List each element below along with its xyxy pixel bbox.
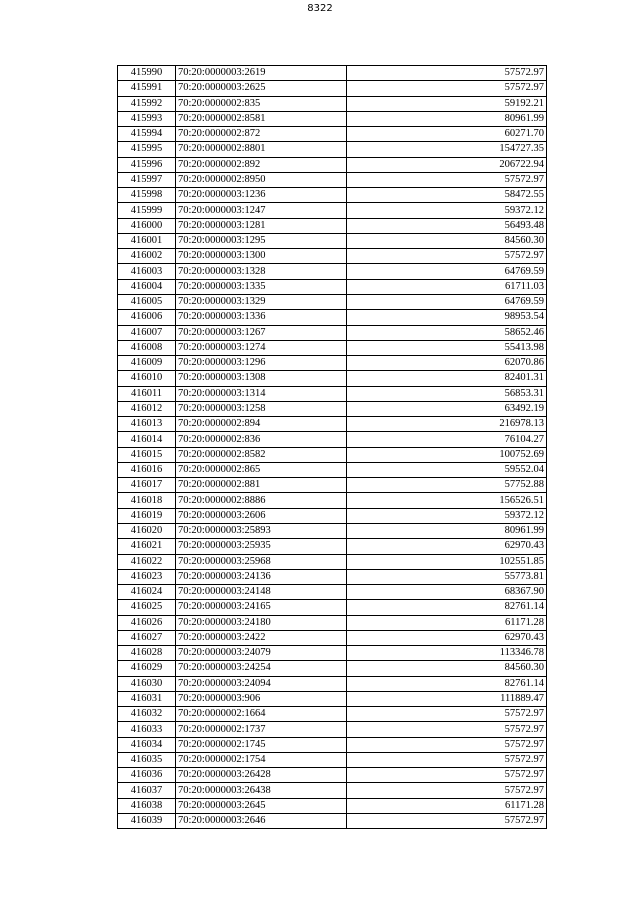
- cadastral-number-cell: 70:20:0000003:24136: [176, 569, 347, 584]
- table-row: [118, 310, 547, 325]
- cadastral-number-cell: 70:20:0000003:1274: [176, 340, 347, 355]
- cadastral-number-cell: 70:20:0000003:1236: [176, 188, 347, 203]
- cadastral-number-cell: 70:20:0000003:906: [176, 691, 347, 706]
- row-number-cell: 416011: [118, 386, 176, 401]
- cadastral-value-cell: 68367.90: [347, 585, 547, 600]
- row-number-cell: 415990: [118, 66, 176, 81]
- row-number-cell: 416036: [118, 768, 176, 783]
- table-row: [118, 249, 547, 264]
- cadastral-number-cell: 70:20:0000002:835: [176, 96, 347, 111]
- table-row: [118, 157, 547, 172]
- cadastral-value-cell: 56493.48: [347, 218, 547, 233]
- table-row: [118, 600, 547, 615]
- row-number-cell: 416003: [118, 264, 176, 279]
- cadastral-value-cell: 60271.70: [347, 127, 547, 142]
- cadastral-number-cell: 70:20:0000003:2645: [176, 798, 347, 813]
- table-row: [118, 356, 547, 371]
- cadastral-value-cell: 57572.97: [347, 768, 547, 783]
- cadastral-value-cell: 57752.88: [347, 478, 547, 493]
- cadastral-value-cell: 55413.98: [347, 340, 547, 355]
- cadastral-number-cell: 70:20:0000003:2619: [176, 66, 347, 81]
- row-number-cell: 416012: [118, 401, 176, 416]
- table-row: [118, 798, 547, 813]
- cadastral-number-cell: 70:20:0000003:2625: [176, 81, 347, 96]
- table-row: [118, 478, 547, 493]
- cadastral-number-cell: 70:20:0000003:1281: [176, 218, 347, 233]
- table-row: [118, 111, 547, 126]
- cadastral-value-cell: 57572.97: [347, 722, 547, 737]
- row-number-cell: 416033: [118, 722, 176, 737]
- row-number-cell: 415996: [118, 157, 176, 172]
- cadastral-value-cell: 100752.69: [347, 447, 547, 462]
- cadastral-number-cell: 70:20:0000002:8582: [176, 447, 347, 462]
- cadastral-value-cell: 62070.86: [347, 356, 547, 371]
- cadastral-number-cell: 70:20:0000002:1737: [176, 722, 347, 737]
- cadastral-number-cell: 70:20:0000003:1300: [176, 249, 347, 264]
- cadastral-value-cell: 61711.03: [347, 279, 547, 294]
- cadastral-number-cell: 70:20:0000002:836: [176, 432, 347, 447]
- row-number-cell: 415993: [118, 111, 176, 126]
- cadastral-number-cell: 70:20:0000003:1336: [176, 310, 347, 325]
- table-row: [118, 493, 547, 508]
- table-row: [118, 752, 547, 767]
- cadastral-value-cell: 63492.19: [347, 401, 547, 416]
- row-number-cell: 415999: [118, 203, 176, 218]
- table-row: [118, 523, 547, 538]
- table-row: [118, 447, 547, 462]
- cadastral-value-cell: 98953.54: [347, 310, 547, 325]
- row-number-cell: 416031: [118, 691, 176, 706]
- row-number-cell: 416006: [118, 310, 176, 325]
- cadastral-value-cell: 156526.51: [347, 493, 547, 508]
- row-number-cell: 416014: [118, 432, 176, 447]
- table-row: [118, 203, 547, 218]
- table-row: [118, 81, 547, 96]
- cadastral-number-cell: 70:20:0000002:8886: [176, 493, 347, 508]
- cadastral-number-cell: 70:20:0000002:892: [176, 157, 347, 172]
- cadastral-value-cell: 61171.28: [347, 798, 547, 813]
- cadastral-value-cell: 206722.94: [347, 157, 547, 172]
- row-number-cell: 416010: [118, 371, 176, 386]
- cadastral-number-cell: 70:20:0000002:8581: [176, 111, 347, 126]
- cadastral-number-cell: 70:20:0000003:24165: [176, 600, 347, 615]
- cadastral-value-cell: 111889.47: [347, 691, 547, 706]
- table-row: [118, 737, 547, 752]
- cadastral-value-cell: 84560.30: [347, 233, 547, 248]
- table-row: [118, 630, 547, 645]
- cadastral-number-cell: 70:20:0000003:2646: [176, 814, 347, 829]
- table-row: [118, 371, 547, 386]
- row-number-cell: 416038: [118, 798, 176, 813]
- cadastral-number-cell: 70:20:0000003:24148: [176, 585, 347, 600]
- cadastral-number-cell: 70:20:0000002:1754: [176, 752, 347, 767]
- cadastral-number-cell: 70:20:0000003:26438: [176, 783, 347, 798]
- cadastral-number-cell: 70:20:0000003:2606: [176, 508, 347, 523]
- cadastral-number-cell: 70:20:0000003:1308: [176, 371, 347, 386]
- table-row: [118, 294, 547, 309]
- cadastral-number-cell: 70:20:0000003:26428: [176, 768, 347, 783]
- row-number-cell: 416008: [118, 340, 176, 355]
- cadastral-value-cell: 76104.27: [347, 432, 547, 447]
- row-number-cell: 416025: [118, 600, 176, 615]
- table-row: [118, 768, 547, 783]
- cadastral-number-cell: 70:20:0000002:8950: [176, 172, 347, 187]
- table-row: [118, 676, 547, 691]
- table-row: [118, 386, 547, 401]
- page-number: 8322: [307, 3, 333, 14]
- table-row: [118, 783, 547, 798]
- cadastral-number-cell: 70:20:0000002:865: [176, 462, 347, 477]
- cadastral-value-cell: 82761.14: [347, 676, 547, 691]
- cadastral-value-cell: 62970.43: [347, 630, 547, 645]
- table-row: [118, 814, 547, 829]
- row-number-cell: 416013: [118, 417, 176, 432]
- cadastral-value-cell: 82761.14: [347, 600, 547, 615]
- row-number-cell: 416026: [118, 615, 176, 630]
- cadastral-value-cell: 59552.04: [347, 462, 547, 477]
- cadastral-value-cell: 55773.81: [347, 569, 547, 584]
- cadastral-number-cell: 70:20:0000002:1664: [176, 707, 347, 722]
- cadastral-number-cell: 70:20:0000003:1296: [176, 356, 347, 371]
- cadastral-value-cell: 216978.13: [347, 417, 547, 432]
- row-number-cell: 416016: [118, 462, 176, 477]
- cadastral-value-cell: 57572.97: [347, 737, 547, 752]
- cadastral-value-cell: 57572.97: [347, 752, 547, 767]
- row-number-cell: 415995: [118, 142, 176, 157]
- table-row: [118, 554, 547, 569]
- row-number-cell: 416024: [118, 585, 176, 600]
- table-row: [118, 188, 547, 203]
- table-row: [118, 340, 547, 355]
- row-number-cell: 416021: [118, 539, 176, 554]
- table-row: [118, 585, 547, 600]
- row-number-cell: 415992: [118, 96, 176, 111]
- cadastral-number-cell: 70:20:0000002:1745: [176, 737, 347, 752]
- table-row: [118, 218, 547, 233]
- row-number-cell: 416034: [118, 737, 176, 752]
- cadastral-number-cell: 70:20:0000003:1335: [176, 279, 347, 294]
- row-number-cell: 416001: [118, 233, 176, 248]
- cadastral-value-cell: 64769.59: [347, 294, 547, 309]
- row-number-cell: 416035: [118, 752, 176, 767]
- cadastral-value-cell: 59372.12: [347, 203, 547, 218]
- cadastral-number-cell: 70:20:0000003:1329: [176, 294, 347, 309]
- row-number-cell: 416005: [118, 294, 176, 309]
- row-number-cell: 416020: [118, 523, 176, 538]
- cadastral-number-cell: 70:20:0000003:24079: [176, 646, 347, 661]
- table-row: [118, 615, 547, 630]
- table-row: [118, 646, 547, 661]
- cadastral-number-cell: 70:20:0000002:894: [176, 417, 347, 432]
- cadastral-value-cell: 57572.97: [347, 172, 547, 187]
- table-row: [118, 401, 547, 416]
- row-number-cell: 416002: [118, 249, 176, 264]
- row-number-cell: 416004: [118, 279, 176, 294]
- row-number-cell: 416022: [118, 554, 176, 569]
- table-row: [118, 539, 547, 554]
- cadastral-number-cell: 70:20:0000003:2422: [176, 630, 347, 645]
- cadastral-value-cell: 80961.99: [347, 111, 547, 126]
- cadastral-value-cell: 84560.30: [347, 661, 547, 676]
- table-row: [118, 691, 547, 706]
- table-row: [118, 127, 547, 142]
- cadastral-number-cell: 70:20:0000003:1295: [176, 233, 347, 248]
- table-body: [118, 66, 547, 829]
- table-row: [118, 722, 547, 737]
- cadastral-number-cell: 70:20:0000003:24094: [176, 676, 347, 691]
- cadastral-value-cell: 57572.97: [347, 66, 547, 81]
- row-number-cell: 416037: [118, 783, 176, 798]
- table-row: [118, 417, 547, 432]
- cadastral-number-cell: 70:20:0000002:881: [176, 478, 347, 493]
- cadastral-value-cell: 58472.55: [347, 188, 547, 203]
- table-row: [118, 462, 547, 477]
- cadastral-value-cell: 154727.35: [347, 142, 547, 157]
- row-number-cell: 416027: [118, 630, 176, 645]
- row-number-cell: 416023: [118, 569, 176, 584]
- cadastral-number-cell: 70:20:0000003:1314: [176, 386, 347, 401]
- cadastral-number-cell: 70:20:0000003:1328: [176, 264, 347, 279]
- row-number-cell: 416032: [118, 707, 176, 722]
- cadastral-value-cell: 80961.99: [347, 523, 547, 538]
- cadastral-value-cell: 62970.43: [347, 539, 547, 554]
- cadastral-value-cell: 57572.97: [347, 81, 547, 96]
- table-row: [118, 96, 547, 111]
- row-number-cell: 416017: [118, 478, 176, 493]
- cadastral-number-cell: 70:20:0000003:24254: [176, 661, 347, 676]
- row-number-cell: 415998: [118, 188, 176, 203]
- cadastral-number-cell: 70:20:0000003:25968: [176, 554, 347, 569]
- cadastral-number-cell: 70:20:0000003:24180: [176, 615, 347, 630]
- row-number-cell: 416039: [118, 814, 176, 829]
- cadastral-value-cell: 56853.31: [347, 386, 547, 401]
- row-number-cell: 416009: [118, 356, 176, 371]
- table-row: [118, 233, 547, 248]
- table-row: [118, 661, 547, 676]
- cadastral-number-cell: 70:20:0000003:1267: [176, 325, 347, 340]
- cadastral-value-table: [117, 65, 547, 829]
- table-row: [118, 264, 547, 279]
- row-number-cell: 416019: [118, 508, 176, 523]
- cadastral-value-cell: 59372.12: [347, 508, 547, 523]
- cadastral-value-cell: 82401.31: [347, 371, 547, 386]
- cadastral-value-cell: 59192.21: [347, 96, 547, 111]
- cadastral-value-cell: 57572.97: [347, 707, 547, 722]
- cadastral-number-cell: 70:20:0000003:1247: [176, 203, 347, 218]
- cadastral-value-cell: 61171.28: [347, 615, 547, 630]
- cadastral-value-cell: 57572.97: [347, 814, 547, 829]
- row-number-cell: 416030: [118, 676, 176, 691]
- row-number-cell: 416015: [118, 447, 176, 462]
- row-number-cell: 415991: [118, 81, 176, 96]
- cadastral-number-cell: 70:20:0000002:872: [176, 127, 347, 142]
- cadastral-value-cell: 58652.46: [347, 325, 547, 340]
- cadastral-number-cell: 70:20:0000003:25893: [176, 523, 347, 538]
- cadastral-number-cell: 70:20:0000003:25935: [176, 539, 347, 554]
- cadastral-value-cell: 113346.78: [347, 646, 547, 661]
- row-number-cell: 416000: [118, 218, 176, 233]
- row-number-cell: 416018: [118, 493, 176, 508]
- table-row: [118, 279, 547, 294]
- cadastral-number-cell: 70:20:0000002:8801: [176, 142, 347, 157]
- row-number-cell: 415997: [118, 172, 176, 187]
- row-number-cell: 416028: [118, 646, 176, 661]
- cadastral-value-cell: 102551.85: [347, 554, 547, 569]
- row-number-cell: 415994: [118, 127, 176, 142]
- table-row: [118, 66, 547, 81]
- table-row: [118, 508, 547, 523]
- table-row: [118, 142, 547, 157]
- table-row: [118, 325, 547, 340]
- row-number-cell: 416007: [118, 325, 176, 340]
- cadastral-value-cell: 64769.59: [347, 264, 547, 279]
- cadastral-value-cell: 57572.97: [347, 783, 547, 798]
- table-row: [118, 707, 547, 722]
- table-row: [118, 569, 547, 584]
- table-row: [118, 172, 547, 187]
- table-row: [118, 432, 547, 447]
- cadastral-number-cell: 70:20:0000003:1258: [176, 401, 347, 416]
- row-number-cell: 416029: [118, 661, 176, 676]
- cadastral-value-cell: 57572.97: [347, 249, 547, 264]
